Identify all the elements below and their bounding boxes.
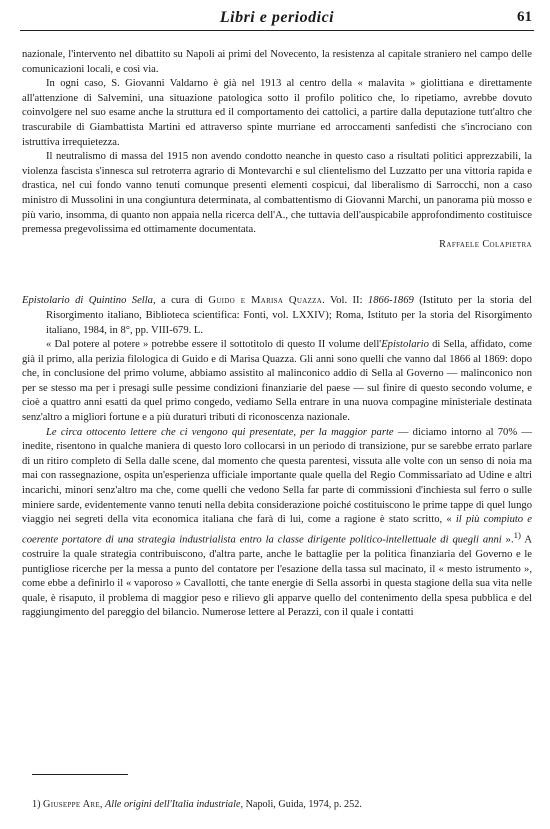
review-entry [22, 294, 532, 621]
editors: Guido e Marisa Quazza [208, 295, 323, 307]
footnote-reference[interactable]: 1) [513, 529, 521, 540]
footnote-divider [32, 774, 128, 775]
review-heading: Epistolario di Quintino Sella, a cura di Guido e Marisa Quazza. Vol. II: 1866-1869 (Istituto per la storia del Risorgimento italiano, Biblioteca scientifica: Fonti, vol. LXXIV); Roma, Istituto per la storia del Risorgimento italiano, 1984, in 8°, pp. VIII-679. L. [22, 295, 533, 336]
paragraph: Le circa ottocento lettere che ci vengono qui presentate, per la maggior parte — diciamo intorno al 70% — inedite, risentono in qualche maniera di questo loro collocarsi in un periodo di transizione, pur se sarebbe errato parlare di un ritiro completo di Sella dalle scene, dal momento che questa parentesi, vissuta alle volte con un senso di noia ma mai con rassegnazione, ospita un'esperienza ufficiale importante quale quella del Regio Commissariato ad Udine e altri incarichi, minori senz'altro ma che, come quelli che vedono Sella far parte di commissioni d'inchiesta sul ferro o sulle miniere sarde, evidentemente vanno tenuti nella debita considerazione poiché costituiscono le prime tappe di quel lungo viaggio nei segreti della vita economica italiana che farà di lui, come a ragione è stato scritto, « il più compiuto e coerente portatore di una strategia industrialista entro la classe dirigente politico-intellettuale di quegli anni ».$^{1)}$ A costruire la quale strategia contribuiscono, d'altra parte, anche le battaglie per la politica finanziaria del Governo e le puntigliose ricerche per la messa a punto del contatore per l'esazione della tassa sul macinato, il « mesto istrumento », come ebbe a definirlo il « vaporoso » Cavallotti, che tante energie di Sella assorbì in questa stagione della sua vita nelle quale, è risaputo, il problema di maggior peso e rilievo gli apparve quello del contenimento della spesa pubblica e del raggiungimento del pareggio del bilancio. Numerose lettere al Perazzi, con il quale i contatti [22, 426, 533, 619]
body-text [22, 48, 532, 621]
running-header [20, 8, 534, 31]
page-number: 61 [517, 9, 532, 25]
footnote-marker: 1) [32, 799, 41, 811]
book-title: Epistolario di Quintino Sella, [22, 295, 156, 307]
footnote: 1) Giuseppe Are, Alle origini dell'Italia industriale, Napoli, Guida, 1974, p. 252. [32, 799, 362, 811]
reviewer-signature: Raffaele Colapietra [439, 238, 532, 250]
paragraph: « Dal potere al potere » potrebbe essere il sottotitolo di questo II volume dell'Epistolario di Sella, affidato, come già il primo, alla perizia filologica di Guido e di Marisa Quazza. Gli anni sono quelli che vanno dal 1866 al 1869: dopo che, in conclusione del primo volume, abbiamo assistito al malinconico addio di Sella al Governo — malinconico non per se stesso ma per i presagi sulle pessime condizioni finanziarie del paese — sul finire di questo secondo volume, e cioè a quattro anni esatti da quel primo congedo, vediamo Sella entrare in una nuova compagine ministeriale destinata senz'altro a migliori fortune e a più duraturi tributi di riconoscenza nazionale. [22, 339, 532, 424]
footnote-title: Alle origini dell'Italia industriale [105, 799, 241, 811]
running-title: Libri e periodici [219, 9, 335, 26]
publication-details: (Istituto per la storia del Risorgimento italiano, Biblioteca scientifica: Fonti, vol. LXXIV); Roma, Istituto per la storia del Risorgimento italiano, 1984, in 8°, pp. VIII-679. L. [46, 295, 533, 336]
paragraph: Il neutralismo di massa del 1915 non avendo condotto neanche in questo caso a risultati politici apprezzabili, la violenza fascista s'innesca sul retroterra agrario di Montevarchi e sul clientelismo del Luzzatto per una vittoria rapida e drastica, nel cui fondo vanno tenuti comunque presenti elementi cospicui, dal liberalismo di Sarrocchi, non a caso ministro di Mussolini in una congiuntura determinata, al combattentismo di Giovanni Marchi, un panorama più mosso e più vario, insomma, di quanto non appaia nella ricerca dell'A., che tuttavia dell'auspicabile approfondimento costituisce premessa pregevolissima ed ottimamente documentata. [22, 151, 532, 236]
footnote-author: Giuseppe Are [43, 799, 100, 811]
quotation: il più compiuto e coerente portatore di una strategia industrialista entro la classe dirigente politico-intellettuale di quegli anni [22, 514, 533, 546]
paragraph: nazionale, l'intervento nel dibattito su Napoli ai primi del Novecento, la resistenza al capitale straniero nel campo delle comunicazioni locali, e così via. [22, 49, 532, 75]
volume-years: 1866-1869 [367, 295, 414, 307]
paragraph: In ogni caso, S. Giovanni Valdarno è già nel 1913 al centro della « malavita » giolittiana e direttamente all'attenzione di Salvemini, una situazione patologica sotto il profilo politico che, lo ripetiamo, avrebbe dovuto coinvolgere nel suo esame anche la struttura ed il comportamento dei cattolici, a partire dalla deputazione tutt'altro che trascurabile di Giambattista Martini ed attraverso spinte murriane ed arroccamenti sanfedisti che s'incrociano con istruttiva irrequietezza. [22, 78, 532, 148]
